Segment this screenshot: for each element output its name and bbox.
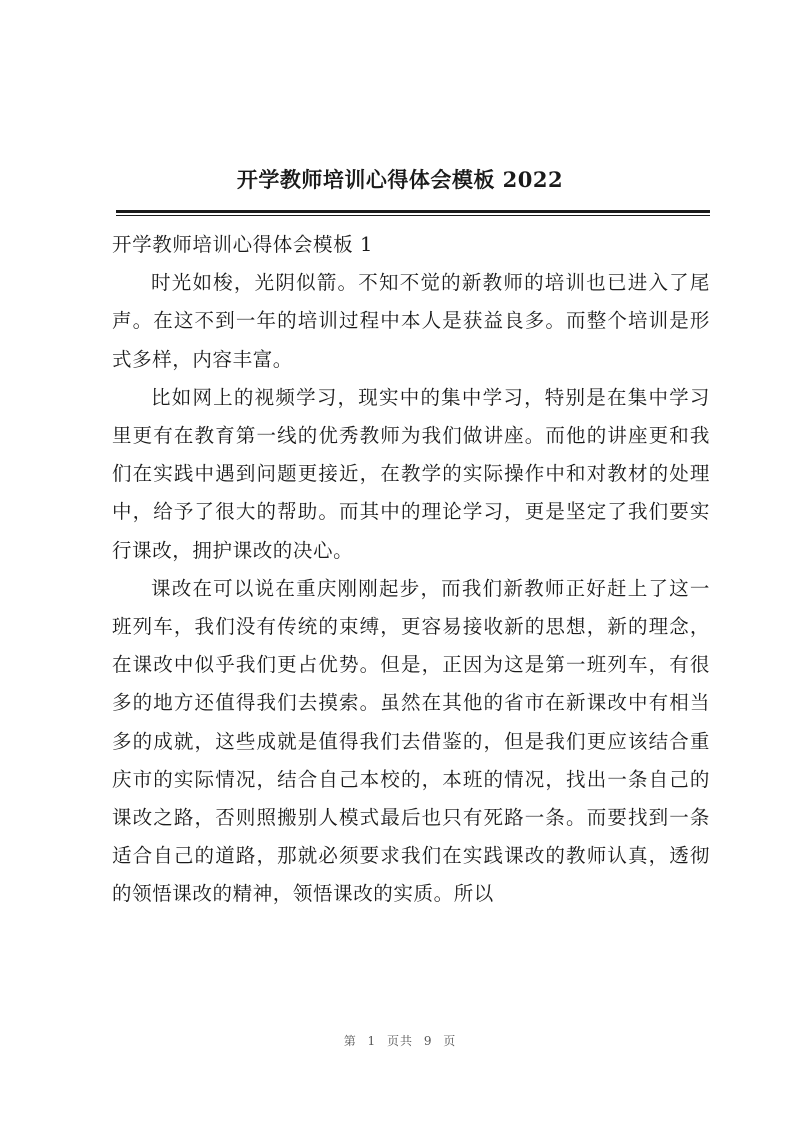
page-footer: 第 1 页共 9 页 [343, 1034, 457, 1048]
section-heading: 开学教师培训心得体会模板 1 [112, 233, 374, 256]
paragraph-1: 时光如梭，光阴似箭。不知不觉的新教师的培训也已进入了尾声。在这不到一年的培训过程中本人是获益良多。而整个培训是形式多样，内容丰富。 [112, 271, 710, 371]
paragraph-3: 课改在可以说在重庆刚刚起步，而我们新教师正好赶上了这一班列车，我们没有传统的束缚，更容易接收新的思想，新的理念，在课改中似乎我们更占优势。但是，正因为这是第一班列车，有很多的地方还值得我们去摸索。虽然在其他的省市在新课改中有相当多的成就，这些成就是值得我们去借鉴的，但是我们更应该结合重庆市的实际情况，结合自己本校的，本班的情况，找出一条自己的课改之路，否则照搬别人模式最后也只有死路一条。而要找到一条适合自己的道路，那就必须要求我们在实践课改的教师认真，透彻的领悟课改的精神，领悟课改的实质。所以 [112, 576, 710, 906]
document-body [112, 226, 710, 914]
paragraph-2: 比如网上的视频学习，现实中的集中学习，特别是在集中学习里更有在教育第一线的优秀教师为我们做讲座。而他的讲座更和我们在实践中遇到问题更接近，在教学的实际操作中和对教材的处理中，给予了很大的帮助。而其中的理论学习，更是坚定了我们要实行课改，拥护课改的决心。 [112, 385, 710, 562]
document-title: 开学教师培训心得体会模板 2022 [236, 167, 564, 192]
title-divider-thin [116, 215, 710, 216]
title-divider-thick [116, 210, 710, 213]
